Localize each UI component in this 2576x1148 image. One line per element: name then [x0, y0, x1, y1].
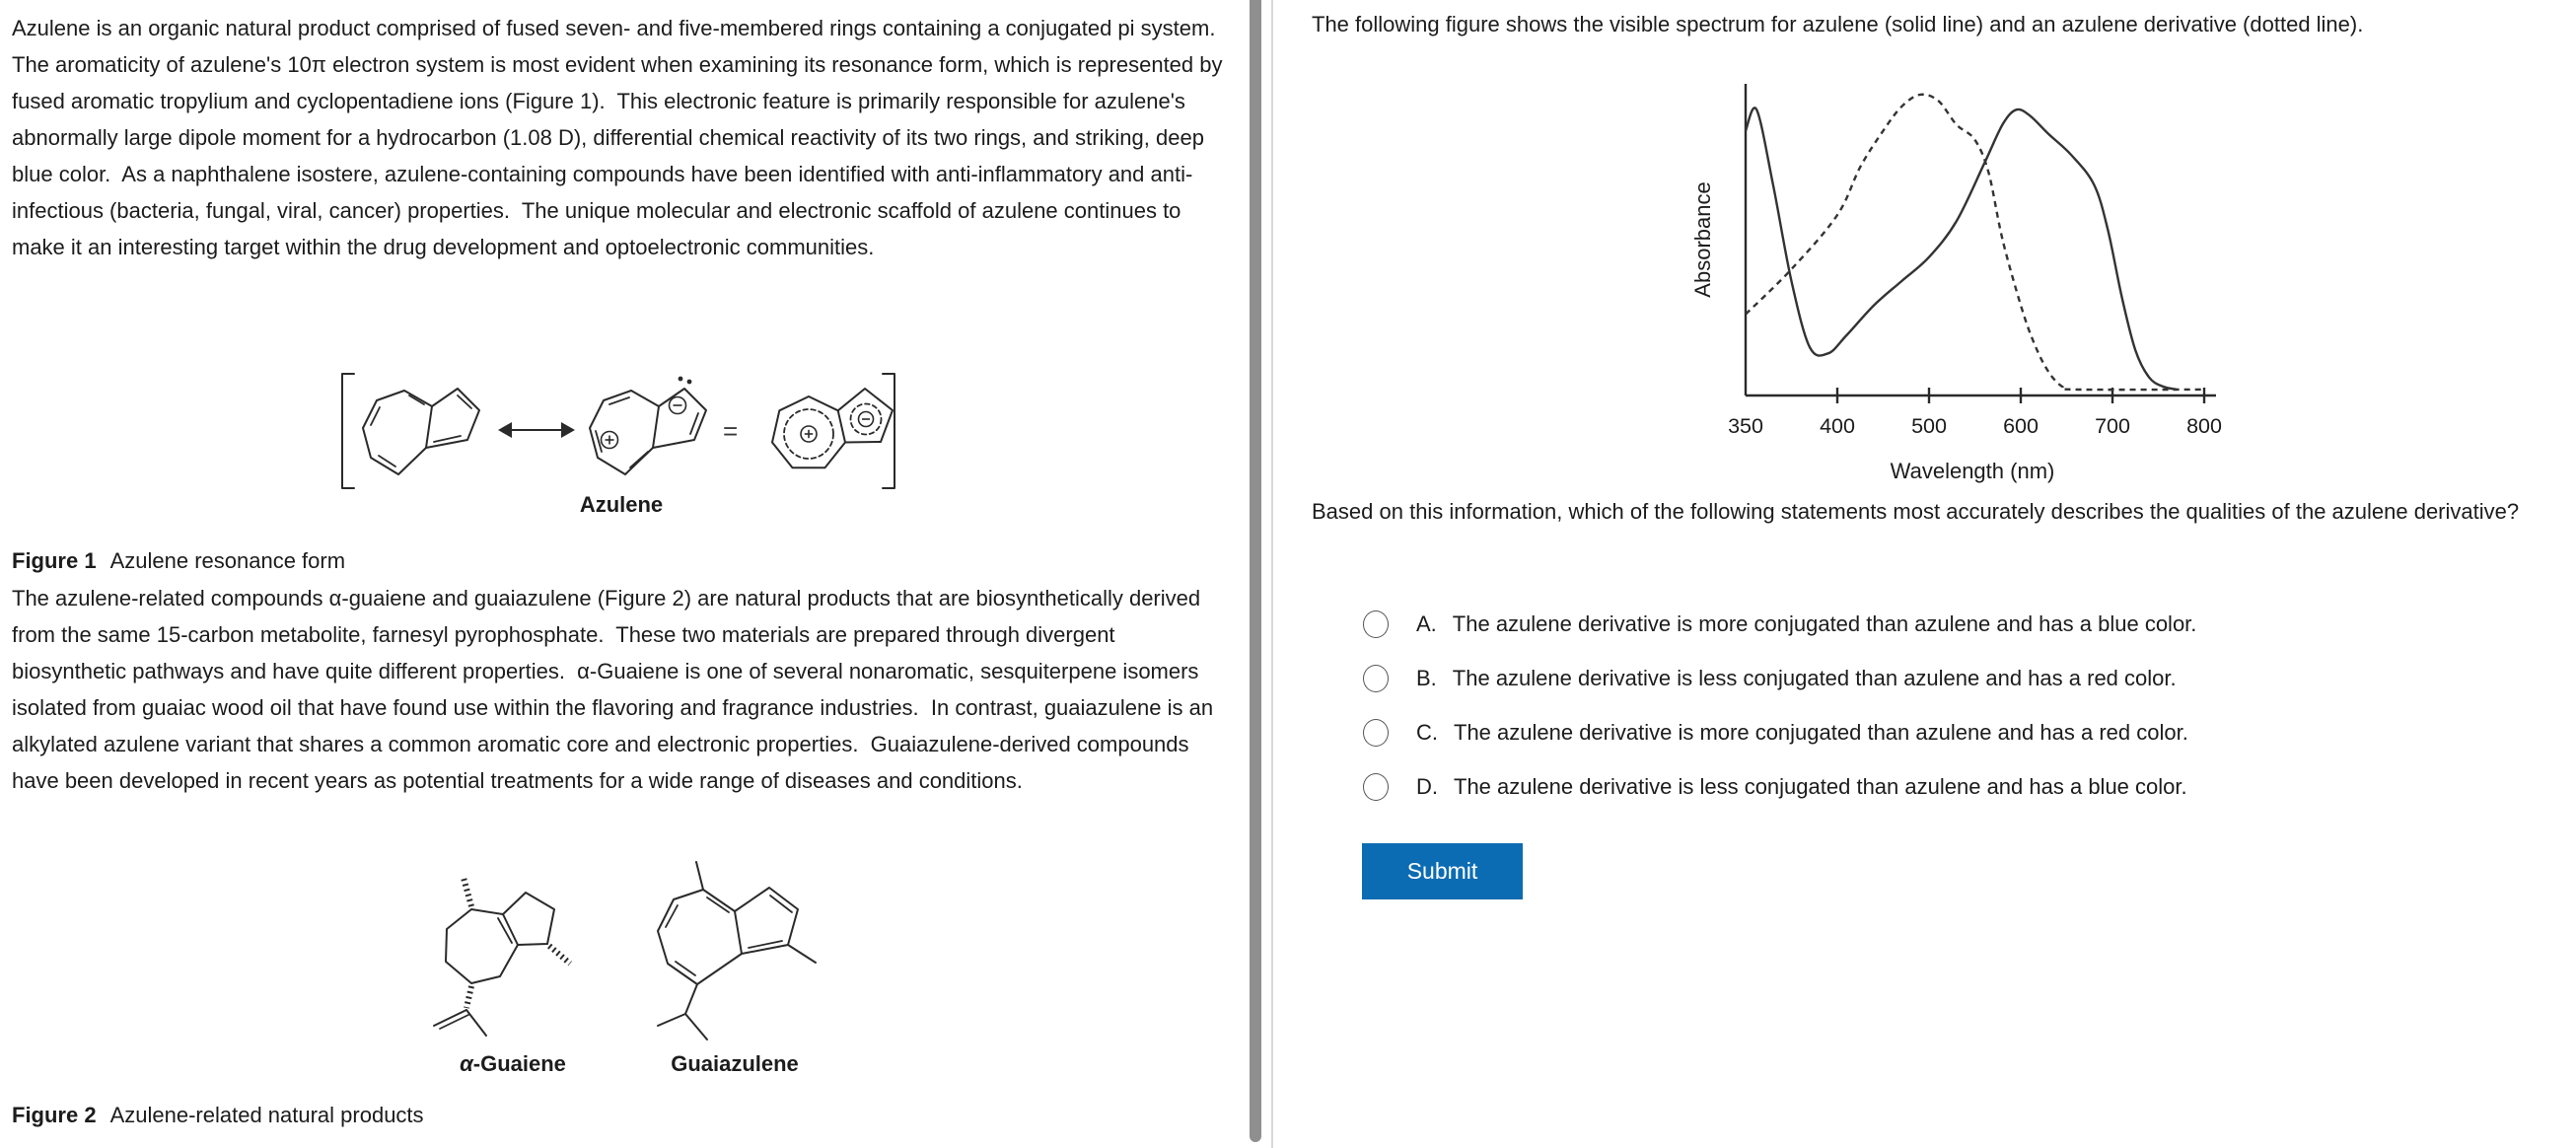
option-row-a[interactable] — [1363, 609, 2196, 640]
option-a-letter: A. — [1416, 611, 1437, 636]
azulene-zwitterion-structure — [590, 377, 706, 474]
figure2-caption-text: Azulene-related natural products — [109, 1103, 424, 1127]
left-bracket — [342, 374, 354, 488]
negative-charge-icon — [859, 412, 874, 427]
azulene-neutral-structure — [363, 389, 479, 474]
tick-label-700: 700 — [2095, 414, 2130, 438]
alpha-guaiene-label: α-Guaiene — [460, 1051, 566, 1076]
figure1-caption-label: Figure 1 — [12, 548, 97, 573]
derivative-dotted-curve — [1746, 95, 2204, 390]
option-row-b[interactable] — [1363, 663, 2177, 694]
figure2-structures-diagram — [390, 860, 863, 1049]
scrollbar-thumb[interactable] — [1250, 0, 1261, 1142]
radio-option-a[interactable] — [1363, 610, 1389, 638]
figure2-caption — [12, 1102, 424, 1129]
panel-divider — [1271, 0, 1273, 1148]
azulene-molecule-label: Azulene — [579, 492, 664, 517]
figure1-caption — [12, 547, 345, 575]
option-c-text: The azulene derivative is more conjugated than azulene and has a red color. — [1454, 720, 2188, 745]
guaiazulene-structure — [658, 862, 816, 1040]
positive-charge-icon — [602, 432, 618, 449]
positive-charge-icon — [801, 426, 817, 442]
radio-option-b[interactable] — [1363, 665, 1389, 692]
x-axis-tick-labels — [1728, 414, 2222, 438]
tick-label-350: 350 — [1728, 414, 1763, 438]
radio-option-d[interactable] — [1363, 773, 1389, 801]
y-axis-label: Absorbance — [1690, 181, 1715, 298]
option-d-letter: D. — [1416, 774, 1438, 799]
figure2-caption-label: Figure 2 — [12, 1103, 97, 1127]
figure1-resonance-diagram — [330, 369, 912, 499]
radio-option-c[interactable] — [1363, 719, 1389, 747]
spectrum-chart — [1677, 54, 2229, 508]
tick-label-500: 500 — [1911, 414, 1947, 438]
intro-paragraph-azulene: Azulene is an organic natural product comprised of fused seven- and five-membered rings containing a conjugated pi system. The aromaticity of azulene's 10π electron system is most evident when examining its resonance form, which is represented by fused aromatic tropylium and cyclopentadiene ions (Figure 1). This electronic feature is primarily responsible for azulene's abnormally large dipole moment for a hydrocarbon (1.08 D), differential chemical reactivity of its two rings, and striking, deep blue color. As a naphthalene isostere, azulene-containing compounds have been identified with anti-inflammatory and anti-infectious (bacteria, fungal, viral, cancer) properties. The unique molecular and electronic scaffold of azulene continues to make it an interesting target within the drug development and optoelectronic communities. — [12, 16, 1229, 259]
figure1-caption-text: Azulene resonance form — [109, 548, 346, 573]
option-row-c[interactable] — [1363, 717, 2188, 749]
tick-label-600: 600 — [2003, 414, 2039, 438]
option-b-text: The azulene derivative is less conjugated than azulene and has a red color. — [1452, 666, 2177, 690]
tick-label-800: 800 — [2186, 414, 2222, 438]
option-b-letter: B. — [1416, 666, 1437, 690]
guaiene-paragraph: The azulene-related compounds α-guaiene and guaiazulene (Figure 2) are natural products that are biosynthetically derived from the same 15-carbon metabolite, farnesyl pyrophosphate. These two materials are prepared through divergent biosynthetic pathways and have quite different properties. α-Guaiene is one of several nonaromatic, sesquiterpene isomers isolated from guaiac wood oil that have found use within the flavoring and fragrance industries. In contrast, guaiazulene is an alkylated azulene variant that shares a common aromatic core and electronic properties. Guaiazulene-derived compounds have been developed in recent years as potential treatments for a wide range of diseases and conditions. — [12, 586, 1220, 793]
x-axis-label: Wavelength (nm) — [1890, 459, 2055, 483]
option-d-text: The azulene derivative is less conjugated than azulene and has a blue color. — [1454, 774, 2187, 799]
option-c-letter: C. — [1416, 720, 1438, 745]
option-row-d[interactable] — [1363, 771, 2187, 803]
alpha-guaiene-structure — [434, 878, 570, 1036]
tick-label-400: 400 — [1820, 414, 1855, 438]
negative-charge-icon — [670, 397, 686, 414]
spectrum-intro-text: The following figure shows the visible spectrum for azulene (solid line) and an azulene derivative (dotted line). — [1312, 12, 2364, 36]
question-text: Based on this information, which of the following statements most accurately describes the qualities of the azulene derivative? — [1312, 499, 2520, 524]
resonance-arrow-icon — [498, 422, 575, 438]
submit-button[interactable]: Submit — [1362, 843, 1523, 899]
guaiazulene-label: Guaiazulene — [671, 1051, 799, 1076]
azulene-aromatic-ions-structure — [772, 389, 893, 467]
equals-sign: = — [723, 416, 739, 446]
option-a-text: The azulene derivative is more conjugated than azulene and has a blue color. — [1452, 611, 2197, 636]
